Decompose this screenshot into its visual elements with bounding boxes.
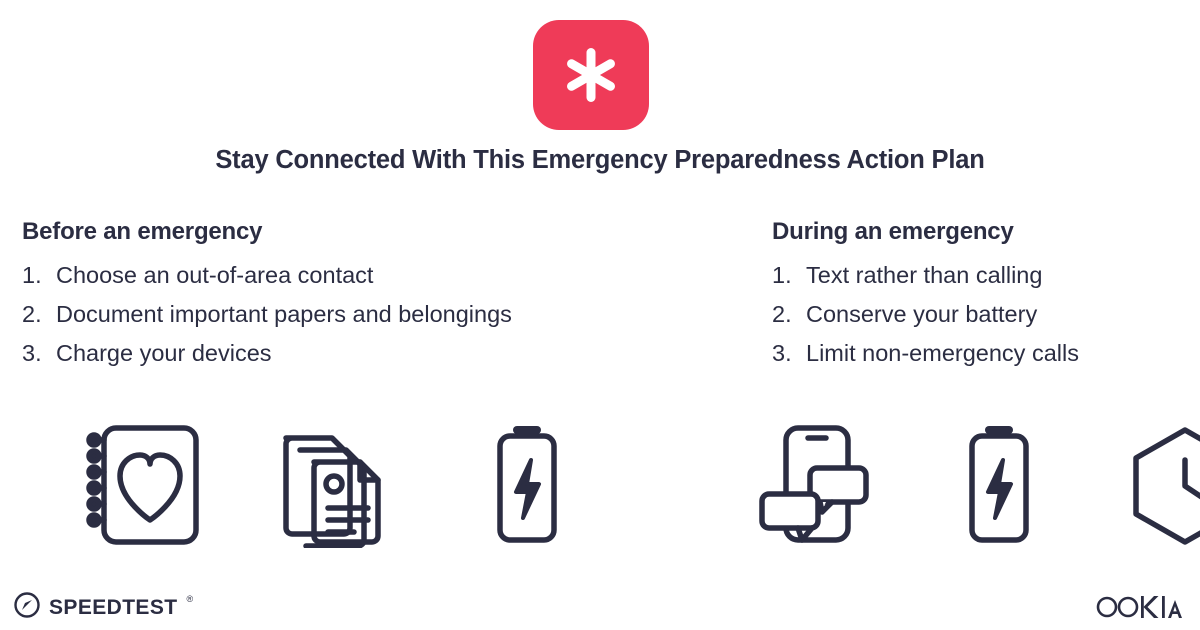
column-heading-before: Before an emergency [22,218,263,245]
step-number: 1. [772,262,792,288]
asterisk-badge [533,20,649,130]
page-title: Stay Connected With This Emergency Preparedness Action Plan [215,146,985,174]
battery-bolt-icon [934,420,1064,550]
column-during-emergency [772,218,1192,373]
step-number: 3. [22,340,42,366]
step-number: 2. [22,301,42,327]
phone-message-icon [748,420,878,550]
hexagon-clock-icon [1120,420,1200,550]
step-number: 2. [772,301,792,327]
icon-row-before [78,420,592,550]
list-item [22,256,742,295]
column-before-emergency [22,218,742,373]
step-text: Charge your devices [56,340,272,366]
speedtest-logo [14,592,193,623]
step-text: Limit non-emergency calls [806,340,1079,366]
steps-list-during [772,256,1192,373]
step-text: Text rather than calling [806,262,1043,288]
steps-list-before [22,256,742,373]
list-item [22,334,742,373]
speedtest-wordmark: SPEEDTEST [49,595,178,619]
notebook-heart-icon [78,420,208,550]
asterisk-icon [562,46,620,104]
step-text: Choose an out-of-area contact [56,262,374,288]
icon-row-during [748,420,1200,550]
column-heading-during: During an emergency [772,218,1014,245]
step-text: Document important papers and belongings [56,301,512,327]
ookla-logo [1096,594,1182,625]
step-number: 1. [22,262,42,288]
list-item [22,295,742,334]
trademark-symbol: ® [186,594,194,604]
ookla-wordmark [1096,594,1182,625]
list-item [772,295,1192,334]
step-text: Conserve your battery [806,301,1038,327]
documents-stack-icon [270,420,400,550]
list-item [772,334,1192,373]
battery-bolt-icon [462,420,592,550]
speedtest-mark-icon [14,592,40,623]
step-number: 3. [772,340,792,366]
list-item [772,256,1192,295]
